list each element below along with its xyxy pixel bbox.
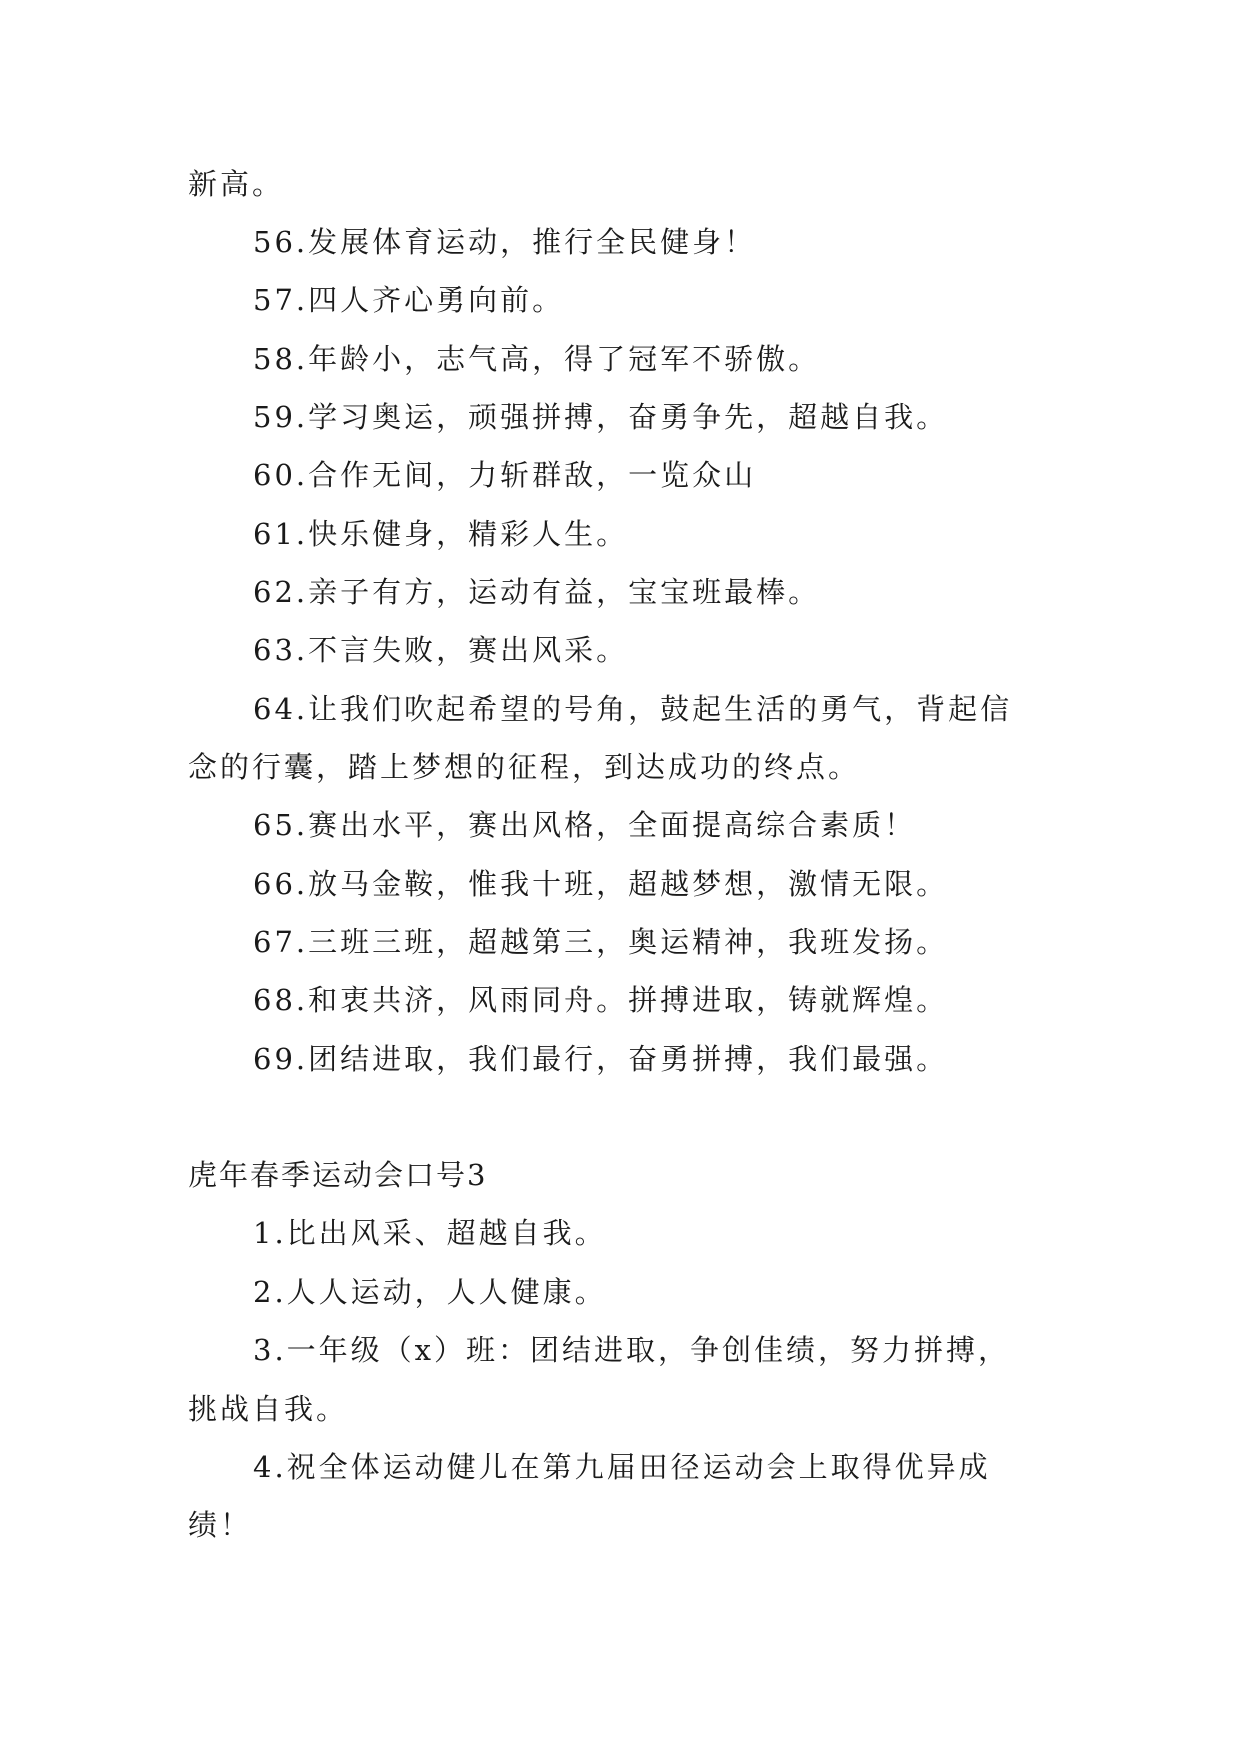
slogan-item: 3.一年级（x）班：团结进取，争创佳绩，努力拼搏， [253, 1333, 1011, 1367]
slogan-item: 63.不言失败，赛出风采。 [253, 633, 629, 667]
slogan-item: 65.赛出水平，赛出风格，全面提高综合素质！ [253, 808, 917, 842]
slogan-item: 59.学习奥运，顽强拼搏，奋勇争先，超越自我。 [253, 400, 949, 434]
slogan-item-continuation: 绩！ [188, 1508, 253, 1542]
slogan-item: 57.四人齐心勇向前。 [253, 283, 565, 317]
slogan-item: 68.和衷共济，风雨同舟。拼搏进取，铸就辉煌。 [253, 983, 949, 1017]
slogan-item: 4.祝全体运动健儿在第九届田径运动会上取得优异成 [253, 1450, 991, 1484]
text-line: 新高。 [188, 167, 285, 201]
slogan-item: 58.年龄小，志气高，得了冠军不骄傲。 [253, 342, 821, 376]
slogan-item: 2.人人运动，人人健康。 [253, 1275, 607, 1309]
slogan-item: 69.团结进取，我们最行，奋勇拼搏，我们最强。 [253, 1042, 949, 1076]
slogan-item: 66.放马金鞍，惟我十班，超越梦想，激情无限。 [253, 867, 949, 901]
slogan-item: 62.亲子有方，运动有益，宝宝班最棒。 [253, 575, 821, 609]
slogan-item-continuation: 挑战自我。 [188, 1392, 349, 1426]
section-heading: 虎年春季运动会口号3 [188, 1158, 488, 1192]
slogan-item: 56.发展体育运动，推行全民健身！ [253, 225, 757, 259]
slogan-item-continuation: 念的行囊，踏上梦想的征程，到达成功的终点。 [188, 750, 861, 784]
slogan-item: 64.让我们吹起希望的号角，鼓起生活的勇气，背起信 [253, 692, 1013, 726]
slogan-item: 61.快乐健身，精彩人生。 [253, 517, 629, 551]
slogan-item: 1.比出风采、超越自我。 [253, 1216, 607, 1250]
slogan-item: 67.三班三班，超越第三，奥运精神，我班发扬。 [253, 925, 949, 959]
slogan-item: 60.合作无间，力斩群敌，一览众山 [253, 458, 757, 492]
